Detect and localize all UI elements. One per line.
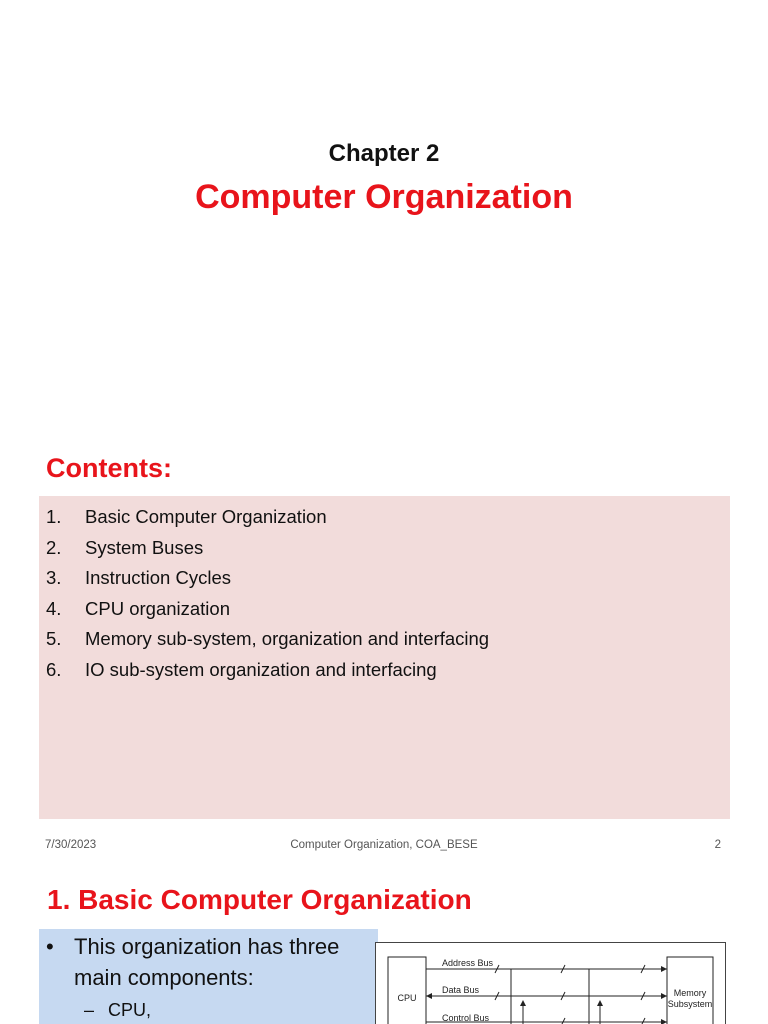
contents-heading: Contents:: [46, 453, 172, 483]
footer-title: Computer Organization, COA_BESE: [290, 839, 478, 851]
memory-label-line2: Subsystem: [667, 999, 713, 1009]
contents-list: [39, 496, 730, 686]
list-item-number: 3.: [46, 567, 62, 589]
list-item: [46, 502, 730, 533]
list-item-text: System Buses: [85, 536, 204, 558]
list-item: [46, 533, 730, 564]
section-title: 1. Basic Computer Organization: [47, 884, 472, 915]
sub-bullet-marker: –: [84, 1000, 95, 1020]
list-item-text: CPU organization: [85, 597, 230, 619]
control-bus-label: Control Bus: [442, 1013, 490, 1023]
data-bus-label: Data Bus: [442, 985, 480, 995]
cpu-label: CPU: [397, 993, 417, 1003]
chapter-label: Chapter 2: [328, 140, 440, 167]
list-item-text: Instruction Cycles: [85, 567, 231, 589]
list-item-number: 1.: [46, 506, 62, 527]
list-item-text: IO sub-system organization and interfacing: [85, 658, 437, 680]
slide-title: Computer Organization: [195, 178, 573, 216]
bullet-text: This organization has three: [74, 934, 340, 959]
address-bus-label: Address Bus: [442, 958, 494, 968]
sub-bullet-item: [84, 1000, 151, 1021]
list-item: [46, 594, 730, 625]
list-item-text: Memory sub-system, organization and interfacing: [85, 628, 490, 650]
list-item-number: 2.: [46, 536, 62, 558]
list-item-text: Basic Computer Organization: [85, 506, 327, 527]
bullet-marker: •: [46, 934, 54, 959]
list-item: [46, 655, 730, 686]
sub-bullet-text: CPU,: [108, 1000, 152, 1020]
list-item: [46, 563, 730, 594]
list-item-number: 5.: [46, 628, 62, 650]
contents-box: [39, 496, 730, 819]
list-item: [46, 624, 730, 655]
bullet-item: [46, 934, 339, 960]
footer-page-number: 2: [714, 839, 721, 851]
list-item-number: 6.: [46, 658, 62, 680]
cpu-box: [388, 957, 426, 1024]
footer-date: 7/30/2023: [45, 839, 97, 851]
list-item-number: 4.: [46, 597, 62, 619]
bullet-text-continued: main components:: [74, 965, 254, 990]
memory-label-line1: Memory: [673, 988, 707, 998]
bus-diagram: [375, 942, 726, 1024]
